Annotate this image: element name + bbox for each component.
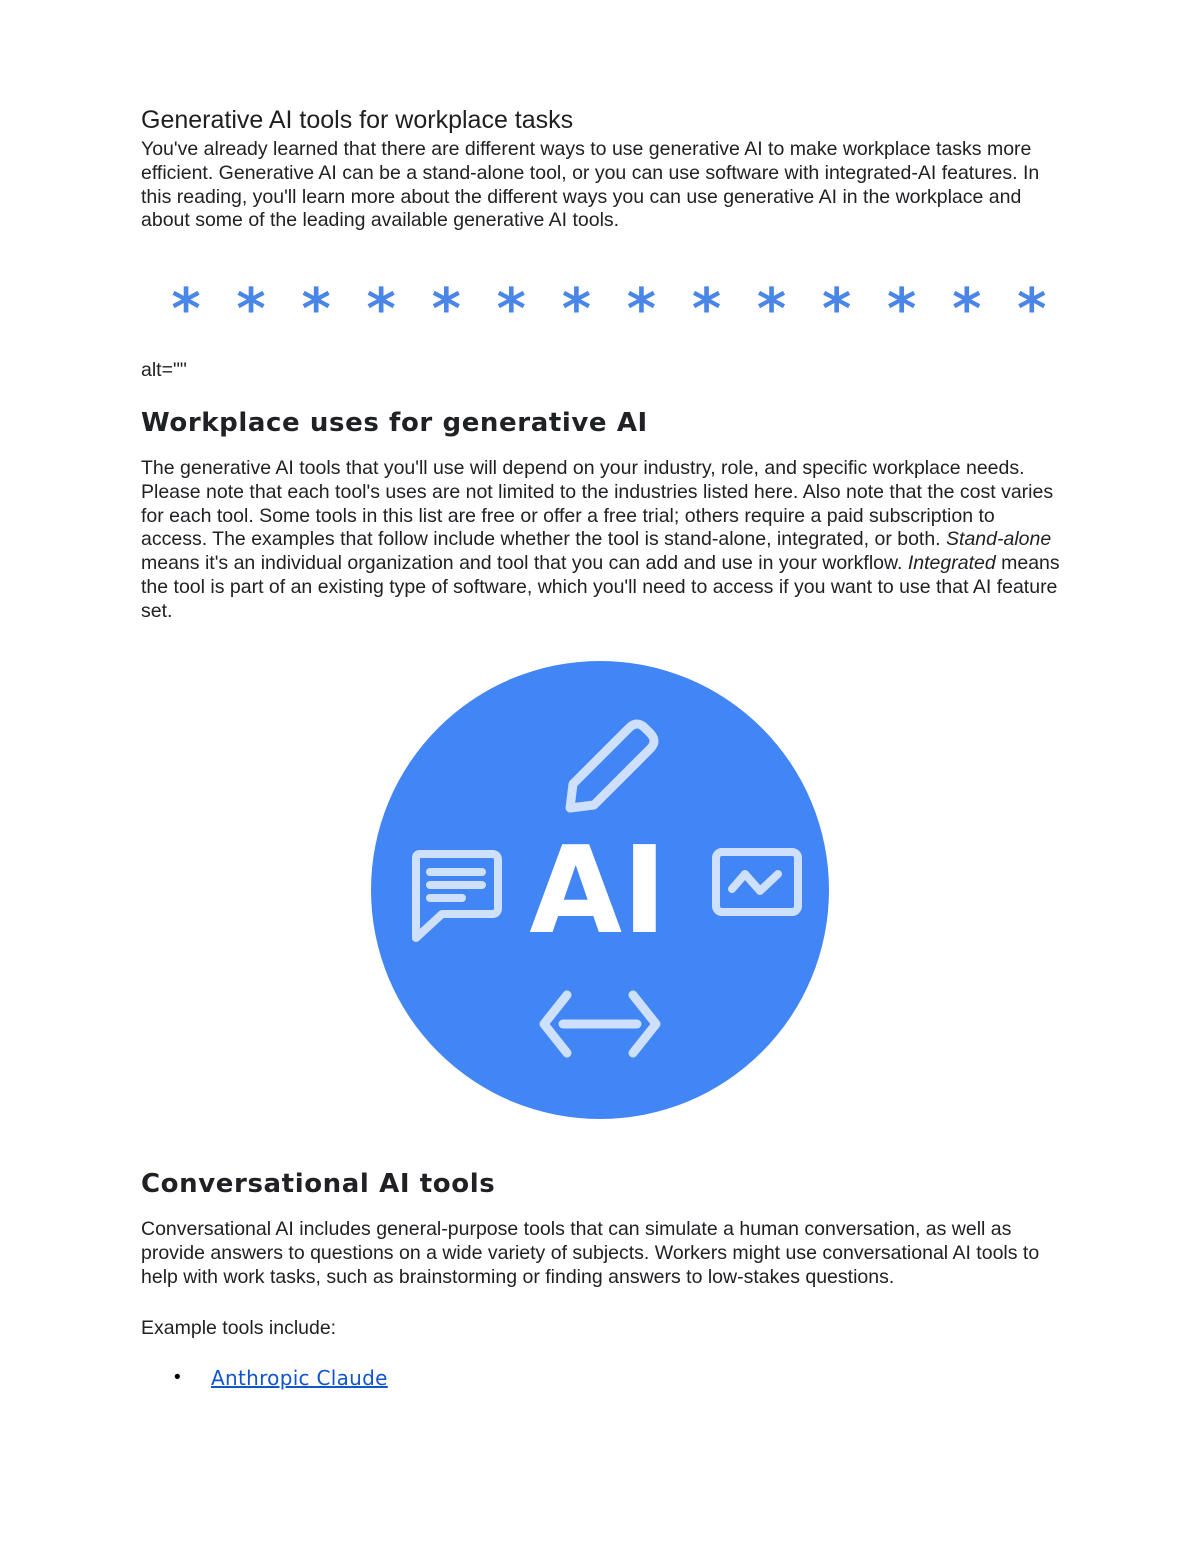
bullet-icon: • — [174, 1367, 181, 1388]
anthropic-claude-link[interactable]: Anthropic Claude — [211, 1366, 388, 1390]
conversational-ai-heading: Conversational AI tools — [141, 1169, 496, 1199]
star-divider — [164, 275, 1054, 345]
star-icon: * — [1017, 277, 1047, 342]
alt-text-label: alt="" — [141, 359, 187, 381]
star-icon: * — [366, 277, 396, 342]
workplace-body-start: The generative AI tools that you'll use will depend on your industry, role, and specific workplace needs. Please note that each tool's uses are not limited to the industries listed here. Also note that the cost varies for each tool. Some tools in this list are free or offer a free trial; others require a paid subscription to access. The examples that follow include whether the tool is stand-alone, integrated, or both. — [141, 457, 1054, 551]
star-icon: * — [236, 277, 266, 342]
integrated-term: Integrated — [907, 552, 996, 575]
workplace-uses-paragraph — [141, 457, 1061, 624]
example-tools-list — [141, 1364, 388, 1393]
ai-illustration — [370, 660, 830, 1120]
star-icon: * — [431, 277, 461, 342]
standalone-definition: means it's an individual organization and tool that you can add and use in your workflow. — [141, 552, 908, 575]
conversational-ai-paragraph: Conversational AI includes general-purpose tools that can simulate a human conversation, as well as provide answers to questions on a wide variety of subjects. Workers might use conversational AI tools to help with work tasks, such as brainstorming or finding answers to low-stakes questions. — [141, 1218, 1040, 1288]
star-icon: * — [496, 277, 526, 342]
star-icon: * — [821, 277, 852, 342]
star-icon: * — [626, 277, 657, 342]
star-icon: * — [301, 277, 331, 342]
ai-label: AI — [529, 822, 667, 961]
standalone-term: Stand-alone — [946, 528, 1052, 551]
intro-paragraph: You've already learned that there are different ways to use generative AI to make workplace tasks more efficient. Generative AI can be a stand-alone tool, or you can use software with integrated-AI features. In this reading, you'll learn more about the different ways you can use generative AI in the workplace and about some of the leading available generative AI tools. — [141, 138, 1040, 232]
star-icon: * — [691, 277, 722, 342]
list-item — [141, 1364, 388, 1393]
star-icon: * — [952, 277, 982, 342]
star-icon: * — [561, 277, 592, 342]
star-icon: * — [171, 277, 201, 342]
star-icon: * — [756, 277, 787, 342]
star-icon: * — [887, 277, 917, 342]
workplace-uses-heading: Workplace uses for generative AI — [141, 408, 648, 438]
integrated-definition: means the tool is part of an existing type of software, which you'll need to access if you want to use that AI feature set. — [141, 552, 1060, 622]
example-tools-intro: Example tools include: — [141, 1317, 337, 1339]
page-title: Generative AI tools for workplace tasks — [141, 106, 574, 134]
